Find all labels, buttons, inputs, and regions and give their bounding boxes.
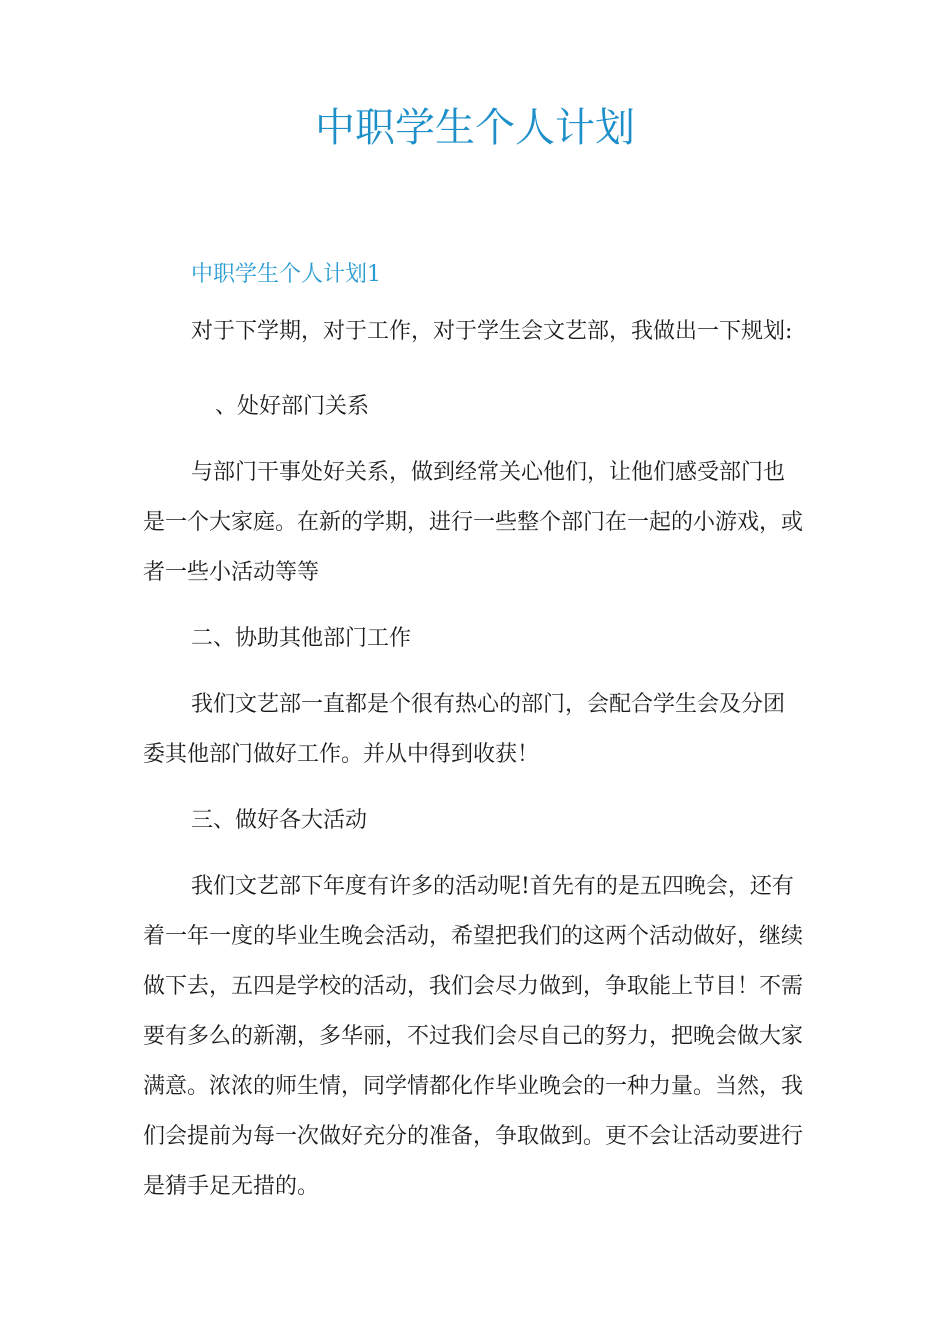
section-body-3: 我们文艺部下年度有许多的活动呢!首先有的是五四晚会，还有着一年一度的毕业生晚会活动，希望把我们的这两个活动做好，继续做下去，五四是学校的活动，我们会尽力做到，争取能上节目！不需要有多么的新潮，多华丽，不过我们会尽自己的努力，把晚会做大家满意。浓浓的师生情，同学情都化作毕业晚会的一种力量。当然，我们会提前为每一次做好充分的准备，争取做到。更不会让活动要进行是猜手足无措的。	[143, 874, 804, 1199]
intro-paragraph: 对于下学期，对于工作，对于学生会文艺部，我做出一下规划:	[191, 319, 793, 344]
section-heading-1: 、处好部门关系	[215, 394, 370, 419]
section-body-1: 与部门干事处好关系，做到经常关心他们，让他们感受部门也是一个大家庭。在新的学期，进行一些整个部门在一起的小游戏，或者一些小活动等等	[143, 460, 804, 585]
section-heading-2: 二、协助其他部门工作	[191, 626, 412, 651]
section-subtitle: 中职学生个人计划1	[191, 262, 381, 287]
document-body	[143, 250, 803, 1228]
section-body-2: 我们文艺部一直都是个很有热心的部门，会配合学生会及分团委其他部门做好工作。并从中得到收获！	[143, 692, 786, 767]
section-heading-3: 三、做好各大活动	[191, 808, 368, 833]
page-title: 中职学生个人计划	[315, 105, 635, 151]
